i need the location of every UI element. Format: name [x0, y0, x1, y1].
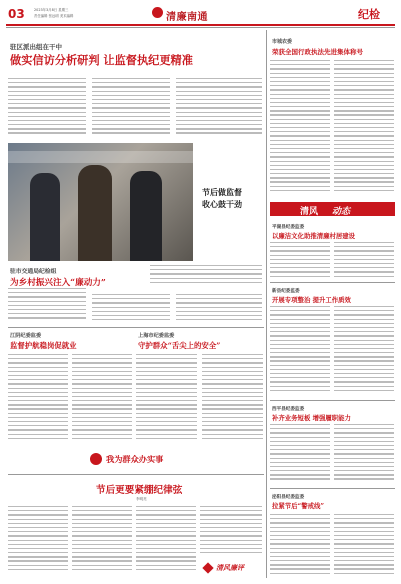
- article-body: [8, 506, 68, 576]
- article-body: [8, 354, 68, 444]
- article-kicker: 西平县纪委监委: [272, 407, 305, 412]
- article-body: [334, 514, 394, 578]
- article-left-low-b: [136, 330, 264, 450]
- divider: [270, 400, 395, 401]
- column-divider: [266, 30, 267, 578]
- article-body: [334, 306, 394, 394]
- article-headline: 拉紧节后“警戒线”: [272, 502, 325, 510]
- article-headline: 以廉洁文化助推清廉村居建设: [272, 232, 356, 240]
- article-right-b: [270, 286, 395, 396]
- divider: [270, 282, 395, 283]
- background-shelf: [8, 151, 193, 163]
- article-body: [176, 294, 262, 324]
- article-left-top: [8, 30, 263, 140]
- article-body: [270, 424, 330, 482]
- section-name: 纪检: [358, 8, 380, 21]
- article-body: [270, 242, 330, 280]
- article-headline: 开展专项整治 提升工作质效: [272, 296, 351, 304]
- divider: [8, 327, 264, 328]
- masthead-rule: [6, 24, 395, 26]
- article-body: [270, 514, 330, 578]
- article-right-a: [270, 220, 395, 280]
- article-headline: 做实信访分析研判 让监督执纪更精准: [10, 53, 193, 67]
- news-photo: [8, 143, 193, 261]
- banner-text: 我为群众办实事: [106, 454, 164, 464]
- article-kicker: 驻市交通局纪检组: [10, 269, 57, 275]
- article-body: [334, 242, 394, 280]
- article-body: [136, 506, 196, 576]
- footer-logo-mark: [202, 562, 213, 573]
- section-banner: [270, 202, 395, 216]
- caption-title: 节后做监督: [202, 187, 242, 197]
- article-kicker: 市城农委: [272, 39, 293, 45]
- article-body: [92, 78, 170, 138]
- page-number: 03: [8, 7, 25, 21]
- article-left-low-a: [8, 330, 134, 450]
- article-body: [136, 354, 197, 444]
- article-body: [334, 60, 394, 195]
- date-line: 2023年3月8日 星期三: [34, 8, 69, 12]
- article-kicker: 新县纪委监委: [272, 289, 300, 294]
- photo-caption: [196, 143, 264, 261]
- article-headline: 监督护航稳岗促就业: [10, 341, 77, 350]
- article-body: [270, 60, 330, 195]
- article-body: [8, 78, 86, 138]
- footer-logo: [204, 562, 262, 574]
- article-body: [176, 78, 262, 138]
- article-kicker: 上海市纪委监委: [138, 333, 175, 339]
- article-headline: 为乡村振兴注入“廉动力”: [10, 278, 106, 288]
- article-body: [270, 306, 330, 394]
- article-body: [200, 506, 262, 556]
- banner-icon: [90, 453, 102, 465]
- article-byline: 李明亮: [136, 497, 147, 501]
- photo-caption-text: [150, 265, 262, 289]
- article-body: [334, 424, 394, 482]
- article-bottom: [8, 478, 264, 578]
- article-body: [8, 288, 86, 324]
- article-kicker: 泌阳县纪委监委: [272, 495, 305, 500]
- article-body: [72, 506, 132, 576]
- divider: [270, 488, 395, 489]
- person-figure: [30, 173, 60, 261]
- person-figure: [78, 165, 112, 261]
- section-label-sub: 动态: [332, 207, 351, 217]
- article-headline: 守护群众“舌尖上的安全”: [138, 341, 221, 350]
- service-banner: [90, 452, 190, 466]
- article-body: [92, 294, 170, 324]
- masthead-rule-thin: [6, 27, 395, 28]
- article-right-top: [270, 30, 395, 200]
- editor-line: 责任编辑 张远明 美术编辑: [34, 14, 74, 18]
- article-body: [72, 354, 132, 444]
- paper-name: 清廉南通: [166, 12, 208, 23]
- caption-subtitle: 收心鼓干劲: [202, 199, 242, 209]
- article-body: [202, 354, 263, 444]
- footer-logo-text: 清风廉评: [216, 563, 244, 572]
- article-kicker: 江阴纪委监委: [10, 333, 42, 339]
- article-right-c: [270, 404, 395, 484]
- article-kicker: 平湖县纪委监委: [272, 225, 305, 230]
- section-label-main: 清风: [300, 207, 319, 217]
- paper-logo-icon: [152, 7, 163, 18]
- article-kicker: 驻区派出组在干中: [10, 43, 62, 51]
- article-right-d: [270, 492, 395, 580]
- article-headline: 荣获全国行政执法先进集体称号: [272, 48, 363, 56]
- article-headline: 节后更要紧绷纪律弦: [96, 485, 183, 496]
- article-headline: 补齐业务短板 增强履职能力: [272, 414, 351, 422]
- person-figure: [130, 171, 162, 261]
- divider: [8, 474, 264, 475]
